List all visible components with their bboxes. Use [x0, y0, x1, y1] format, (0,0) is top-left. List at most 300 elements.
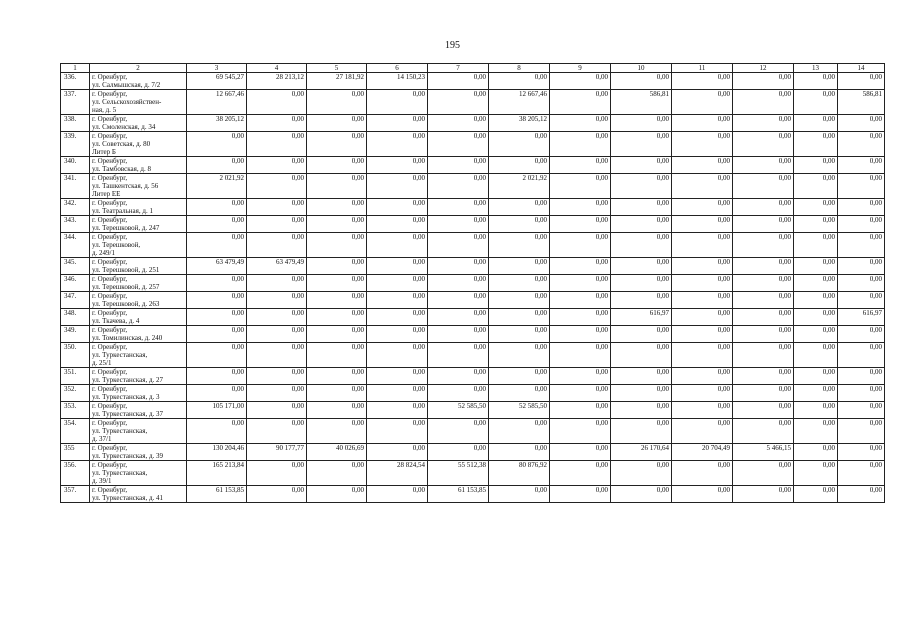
value-cell: 0,00 [428, 309, 489, 326]
value-cell: 0,00 [838, 343, 885, 368]
value-cell: 0,00 [367, 199, 428, 216]
address-cell [90, 385, 187, 402]
value-cell: 0,00 [733, 115, 794, 132]
value-cell: 52 585,50 [489, 402, 550, 419]
value-cell: 0,00 [367, 326, 428, 343]
row-number: 357. [61, 486, 90, 503]
value-cell: 0,00 [247, 309, 307, 326]
value-cell: 0,00 [672, 292, 733, 309]
row-number: 339. [61, 132, 90, 157]
address-line: д. 249/1 [92, 249, 116, 257]
value-cell: 0,00 [550, 309, 611, 326]
value-cell: 0,00 [550, 132, 611, 157]
value-cell: 0,00 [611, 486, 672, 503]
value-cell: 165 213,84 [187, 461, 247, 486]
value-cell: 0,00 [428, 157, 489, 174]
address-line: д. 37/1 [92, 435, 112, 443]
value-cell: 0,00 [550, 343, 611, 368]
address-line: г. Оренбург, [92, 73, 128, 81]
value-cell: 0,00 [307, 419, 367, 444]
value-cell: 0,00 [550, 486, 611, 503]
row-number: 349. [61, 326, 90, 343]
value-cell: 0,00 [307, 402, 367, 419]
address-line: ул. Туркестанская, д. 27 [92, 376, 164, 384]
value-cell: 0,00 [672, 343, 733, 368]
value-cell: 28 824,54 [367, 461, 428, 486]
value-cell: 0,00 [489, 199, 550, 216]
value-cell: 0,00 [187, 157, 247, 174]
address-line: ул. Ташкентская, д. 56 [92, 182, 159, 190]
table-row [61, 368, 885, 385]
address-cell [90, 419, 187, 444]
table-row [61, 216, 885, 233]
value-cell: 0,00 [489, 292, 550, 309]
value-cell: 0,00 [428, 73, 489, 90]
value-cell: 0,00 [307, 132, 367, 157]
value-cell: 0,00 [838, 216, 885, 233]
value-cell: 0,00 [611, 461, 672, 486]
table-row [61, 157, 885, 174]
value-cell: 0,00 [489, 73, 550, 90]
value-cell: 0,00 [489, 486, 550, 503]
value-cell: 0,00 [367, 216, 428, 233]
value-cell: 0,00 [247, 132, 307, 157]
value-cell: 0,00 [489, 216, 550, 233]
value-cell: 0,00 [794, 258, 838, 275]
address-line: ул. Томилинская, д. 240 [92, 334, 163, 342]
value-cell: 0,00 [838, 461, 885, 486]
value-cell: 0,00 [367, 309, 428, 326]
address-line: ул. Терешковой, д. 257 [92, 283, 160, 291]
value-cell: 0,00 [550, 157, 611, 174]
value-cell: 0,00 [611, 216, 672, 233]
value-cell: 0,00 [367, 258, 428, 275]
address-cell [90, 174, 187, 199]
value-cell: 0,00 [838, 258, 885, 275]
value-cell: 0,00 [733, 309, 794, 326]
table-row [61, 343, 885, 368]
value-cell: 0,00 [838, 157, 885, 174]
value-cell: 0,00 [307, 368, 367, 385]
value-cell: 0,00 [428, 258, 489, 275]
row-number: 344. [61, 233, 90, 258]
value-cell: 28 213,12 [247, 73, 307, 90]
value-cell: 0,00 [247, 419, 307, 444]
value-cell: 0,00 [838, 292, 885, 309]
row-number: 345. [61, 258, 90, 275]
address-line: ул. Тамбовская, д. 8 [92, 165, 151, 173]
value-cell: 0,00 [672, 385, 733, 402]
value-cell: 63 479,49 [187, 258, 247, 275]
value-cell: 20 704,49 [672, 444, 733, 461]
value-cell: 0,00 [733, 385, 794, 402]
value-cell: 0,00 [187, 275, 247, 292]
address-line: г. Оренбург, [92, 132, 128, 140]
value-cell: 0,00 [733, 275, 794, 292]
value-cell: 0,00 [550, 292, 611, 309]
row-number: 337. [61, 90, 90, 115]
address-line: г. Оренбург, [92, 258, 128, 266]
value-cell: 0,00 [247, 90, 307, 115]
value-cell: 0,00 [247, 199, 307, 216]
address-cell [90, 73, 187, 90]
value-cell: 0,00 [550, 368, 611, 385]
address-line: г. Оренбург, [92, 486, 128, 494]
table-row [61, 385, 885, 402]
address-line: ул. Туркестанская, д. 3 [92, 393, 160, 401]
value-cell: 0,00 [550, 385, 611, 402]
column-header: 1 [61, 64, 90, 73]
address-line: Литер ЕЕ [92, 190, 121, 198]
row-number: 346. [61, 275, 90, 292]
row-number: 341. [61, 174, 90, 199]
value-cell: 0,00 [489, 444, 550, 461]
value-cell: 0,00 [733, 233, 794, 258]
row-number: 350. [61, 343, 90, 368]
table-row [61, 233, 885, 258]
table-row [61, 309, 885, 326]
row-number: 340. [61, 157, 90, 174]
value-cell: 0,00 [550, 199, 611, 216]
value-cell: 0,00 [187, 199, 247, 216]
value-cell: 0,00 [187, 233, 247, 258]
value-cell: 0,00 [489, 385, 550, 402]
row-number: 356. [61, 461, 90, 486]
value-cell: 0,00 [733, 419, 794, 444]
value-cell: 0,00 [838, 275, 885, 292]
value-cell: 0,00 [428, 216, 489, 233]
value-cell: 0,00 [489, 343, 550, 368]
address-cell [90, 157, 187, 174]
value-cell: 0,00 [838, 326, 885, 343]
value-cell: 12 667,46 [187, 90, 247, 115]
table-row [61, 115, 885, 132]
value-cell: 0,00 [367, 157, 428, 174]
value-cell: 61 153,85 [428, 486, 489, 503]
column-header: 4 [247, 64, 307, 73]
value-cell: 0,00 [672, 326, 733, 343]
value-cell: 14 150,23 [367, 73, 428, 90]
address-cell [90, 343, 187, 368]
value-cell: 0,00 [187, 419, 247, 444]
value-cell: 0,00 [794, 157, 838, 174]
row-number: 355 [61, 444, 90, 461]
value-cell: 0,00 [247, 368, 307, 385]
value-cell: 0,00 [733, 258, 794, 275]
value-cell: 0,00 [672, 419, 733, 444]
value-cell: 0,00 [550, 216, 611, 233]
value-cell: 0,00 [611, 292, 672, 309]
value-cell: 0,00 [611, 419, 672, 444]
value-cell: 0,00 [489, 132, 550, 157]
table-row [61, 292, 885, 309]
value-cell: 0,00 [794, 115, 838, 132]
address-line: ул. Салмышская, д. 7/2 [92, 81, 161, 89]
address-cell [90, 444, 187, 461]
table-row [61, 275, 885, 292]
value-cell: 0,00 [672, 461, 733, 486]
page-number: 195 [445, 40, 460, 51]
value-cell: 0,00 [733, 343, 794, 368]
value-cell: 0,00 [611, 402, 672, 419]
value-cell: 616,97 [838, 309, 885, 326]
column-header: 9 [550, 64, 611, 73]
value-cell: 2 021,92 [489, 174, 550, 199]
value-cell: 26 170,64 [611, 444, 672, 461]
value-cell: 0,00 [672, 258, 733, 275]
value-cell: 0,00 [733, 326, 794, 343]
value-cell: 0,00 [550, 90, 611, 115]
address-line: г. Оренбург, [92, 174, 128, 182]
value-cell: 0,00 [428, 326, 489, 343]
value-cell: 0,00 [307, 157, 367, 174]
value-cell: 40 026,69 [307, 444, 367, 461]
value-cell: 0,00 [838, 444, 885, 461]
value-cell: 0,00 [247, 233, 307, 258]
value-cell: 586,81 [838, 90, 885, 115]
value-cell: 0,00 [247, 157, 307, 174]
column-header: 14 [838, 64, 885, 73]
value-cell: 0,00 [489, 419, 550, 444]
value-cell: 0,00 [733, 402, 794, 419]
table-row [61, 199, 885, 216]
value-cell: 0,00 [733, 486, 794, 503]
address-cell [90, 461, 187, 486]
value-cell: 0,00 [550, 275, 611, 292]
row-number: 348. [61, 309, 90, 326]
value-cell: 105 171,00 [187, 402, 247, 419]
address-cell [90, 132, 187, 157]
value-cell: 0,00 [307, 90, 367, 115]
value-cell: 0,00 [672, 132, 733, 157]
address-line: ная, д. 5 [92, 106, 117, 114]
value-cell: 0,00 [794, 73, 838, 90]
column-header: 13 [794, 64, 838, 73]
value-cell: 90 177,77 [247, 444, 307, 461]
row-number: 336. [61, 73, 90, 90]
value-cell: 0,00 [550, 444, 611, 461]
value-cell: 0,00 [187, 368, 247, 385]
address-line: г. Оренбург, [92, 233, 128, 241]
address-cell [90, 216, 187, 233]
value-cell: 0,00 [794, 174, 838, 199]
value-cell: 0,00 [428, 90, 489, 115]
value-cell: 0,00 [672, 309, 733, 326]
value-cell: 0,00 [611, 199, 672, 216]
address-cell [90, 402, 187, 419]
value-cell: 0,00 [367, 402, 428, 419]
row-number: 347. [61, 292, 90, 309]
table-row [61, 326, 885, 343]
address-line: г. Оренбург, [92, 444, 128, 452]
value-cell: 0,00 [611, 258, 672, 275]
value-cell: 0,00 [489, 309, 550, 326]
value-cell: 52 585,50 [428, 402, 489, 419]
value-cell: 0,00 [611, 385, 672, 402]
address-line: г. Оренбург, [92, 309, 128, 317]
value-cell: 0,00 [367, 233, 428, 258]
value-cell: 0,00 [733, 90, 794, 115]
address-line: г. Оренбург, [92, 199, 128, 207]
value-cell: 0,00 [733, 292, 794, 309]
value-cell: 0,00 [489, 157, 550, 174]
value-cell: 0,00 [794, 233, 838, 258]
value-cell: 0,00 [307, 461, 367, 486]
value-cell: 0,00 [307, 258, 367, 275]
address-line: ул. Терешковой, д. 263 [92, 300, 160, 308]
value-cell: 63 479,49 [247, 258, 307, 275]
value-cell: 0,00 [247, 326, 307, 343]
value-cell: 55 512,38 [428, 461, 489, 486]
value-cell: 0,00 [367, 132, 428, 157]
table-row [61, 419, 885, 444]
value-cell: 0,00 [247, 174, 307, 199]
value-cell: 0,00 [611, 343, 672, 368]
column-header: 7 [428, 64, 489, 73]
value-cell: 0,00 [672, 73, 733, 90]
value-cell: 80 876,92 [489, 461, 550, 486]
value-cell: 0,00 [611, 132, 672, 157]
value-cell: 0,00 [247, 402, 307, 419]
address-line: г. Оренбург, [92, 115, 128, 123]
value-cell: 0,00 [367, 419, 428, 444]
row-number: 351. [61, 368, 90, 385]
value-cell: 0,00 [733, 216, 794, 233]
address-line: ул. Туркестанская, [92, 469, 148, 477]
table-row [61, 132, 885, 157]
value-cell: 0,00 [307, 115, 367, 132]
value-cell: 0,00 [794, 275, 838, 292]
value-cell: 12 667,46 [489, 90, 550, 115]
value-cell: 0,00 [838, 233, 885, 258]
value-cell: 0,00 [550, 326, 611, 343]
value-cell: 0,00 [367, 444, 428, 461]
value-cell: 0,00 [672, 486, 733, 503]
address-cell [90, 275, 187, 292]
address-line: д. 39/1 [92, 477, 112, 485]
table-row [61, 402, 885, 419]
value-cell: 0,00 [428, 115, 489, 132]
value-cell: 38 205,12 [489, 115, 550, 132]
value-cell: 0,00 [247, 292, 307, 309]
address-line: г. Оренбург, [92, 343, 128, 351]
value-cell: 0,00 [838, 419, 885, 444]
address-line: ул. Терешковой, д. 251 [92, 266, 160, 274]
value-cell: 0,00 [611, 115, 672, 132]
value-cell: 0,00 [838, 174, 885, 199]
value-cell: 0,00 [428, 132, 489, 157]
value-cell: 0,00 [611, 326, 672, 343]
value-cell: 0,00 [550, 73, 611, 90]
table-row [61, 461, 885, 486]
value-cell: 0,00 [611, 174, 672, 199]
value-cell: 0,00 [794, 402, 838, 419]
value-cell: 0,00 [307, 292, 367, 309]
address-line: г. Оренбург, [92, 292, 128, 300]
address-cell [90, 115, 187, 132]
value-cell: 0,00 [367, 385, 428, 402]
row-number: 342. [61, 199, 90, 216]
value-cell: 0,00 [367, 174, 428, 199]
value-cell: 130 204,46 [187, 444, 247, 461]
table-row [61, 90, 885, 115]
value-cell: 0,00 [428, 444, 489, 461]
row-number: 338. [61, 115, 90, 132]
value-cell: 0,00 [307, 309, 367, 326]
row-number: 354. [61, 419, 90, 444]
value-cell: 0,00 [428, 368, 489, 385]
table-body [61, 73, 885, 503]
value-cell: 0,00 [794, 292, 838, 309]
value-cell: 0,00 [489, 258, 550, 275]
value-cell: 0,00 [733, 132, 794, 157]
value-cell: 0,00 [733, 368, 794, 385]
value-cell: 0,00 [794, 385, 838, 402]
value-cell: 0,00 [247, 216, 307, 233]
value-cell: 0,00 [672, 233, 733, 258]
value-cell: 0,00 [794, 419, 838, 444]
value-cell: 0,00 [672, 90, 733, 115]
value-cell: 0,00 [672, 368, 733, 385]
value-cell: 0,00 [672, 157, 733, 174]
value-cell: 0,00 [307, 326, 367, 343]
value-cell: 0,00 [672, 115, 733, 132]
address-line: г. Оренбург, [92, 275, 128, 283]
address-line: ул. Туркестанская, д. 41 [92, 494, 164, 502]
address-cell [90, 258, 187, 275]
address-cell [90, 90, 187, 115]
column-header: 2 [90, 64, 187, 73]
value-cell: 61 153,85 [187, 486, 247, 503]
table-row [61, 444, 885, 461]
value-cell: 0,00 [307, 385, 367, 402]
address-line: ул. Туркестанская, [92, 351, 148, 359]
value-cell: 0,00 [307, 343, 367, 368]
value-cell: 0,00 [247, 461, 307, 486]
value-cell: 0,00 [550, 233, 611, 258]
value-cell: 0,00 [187, 292, 247, 309]
address-line: г. Оренбург, [92, 90, 128, 98]
address-line: ул. Терешковой, [92, 241, 141, 249]
value-cell: 0,00 [367, 292, 428, 309]
value-cell: 0,00 [611, 157, 672, 174]
address-line: г. Оренбург, [92, 216, 128, 224]
value-cell: 0,00 [550, 115, 611, 132]
value-cell: 0,00 [794, 343, 838, 368]
column-header: 3 [187, 64, 247, 73]
value-cell: 0,00 [733, 157, 794, 174]
value-cell: 0,00 [367, 275, 428, 292]
value-cell: 0,00 [838, 402, 885, 419]
value-cell: 0,00 [733, 73, 794, 90]
column-header: 11 [672, 64, 733, 73]
value-cell: 0,00 [489, 275, 550, 292]
value-cell: 0,00 [428, 275, 489, 292]
value-cell: 2 021,92 [187, 174, 247, 199]
value-cell: 0,00 [794, 461, 838, 486]
value-cell: 0,00 [838, 115, 885, 132]
value-cell: 0,00 [187, 309, 247, 326]
address-line: ул. Ткачева, д. 4 [92, 317, 140, 325]
value-cell: 0,00 [489, 368, 550, 385]
table-row [61, 486, 885, 503]
value-cell: 0,00 [307, 275, 367, 292]
value-cell: 0,00 [794, 486, 838, 503]
value-cell: 0,00 [367, 486, 428, 503]
value-cell: 0,00 [838, 199, 885, 216]
address-cell [90, 233, 187, 258]
column-header: 6 [367, 64, 428, 73]
